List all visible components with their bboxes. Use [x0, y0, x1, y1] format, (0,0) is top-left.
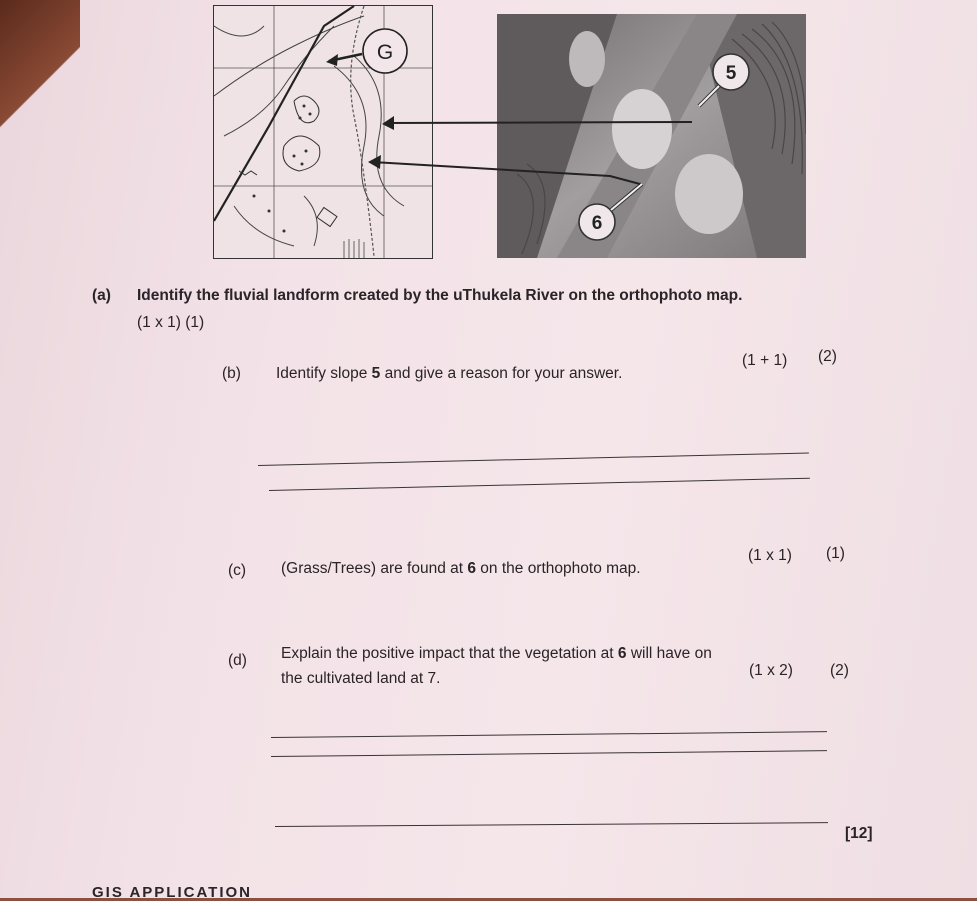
question-c-text: (Grass/Trees) are found at 6 on the orthophoto map. — [281, 560, 641, 577]
slope-label-text: 5 — [725, 63, 737, 84]
question-b-marks: (2) — [818, 348, 837, 365]
question-c-calc: (1 x 1) — [748, 547, 792, 564]
question-a-marks: (1 x 1) (1) — [137, 314, 205, 331]
question-c-marks: (1) — [826, 545, 845, 562]
question-b-calc: (1 + 1) — [742, 352, 788, 369]
question-b-letter: (b) — [222, 365, 241, 382]
question-d-calc: (1 x 2) — [749, 662, 793, 679]
question-a-text: Identify the fluvial landform created by the uThukela River on the orthophoto map. — [137, 287, 743, 304]
veg-label-text: 6 — [591, 213, 603, 234]
topo-label-text: G — [376, 41, 394, 64]
question-d-marks: (2) — [830, 662, 849, 679]
question-c-letter: (c) — [228, 562, 247, 579]
question-d-line2: the cultivated land at 7. — [281, 670, 441, 687]
footer-section-title: GIS APPLICATION — [92, 884, 253, 901]
total-marks: [12] — [845, 825, 873, 842]
question-d-line1: Explain the positive impact that the vegetation at 6 will have on — [281, 645, 712, 662]
question-a-letter: (a) — [92, 287, 111, 304]
question-b-text: Identify slope 5 and give a reason for your answer. — [276, 365, 623, 382]
question-d-letter: (d) — [228, 652, 247, 669]
